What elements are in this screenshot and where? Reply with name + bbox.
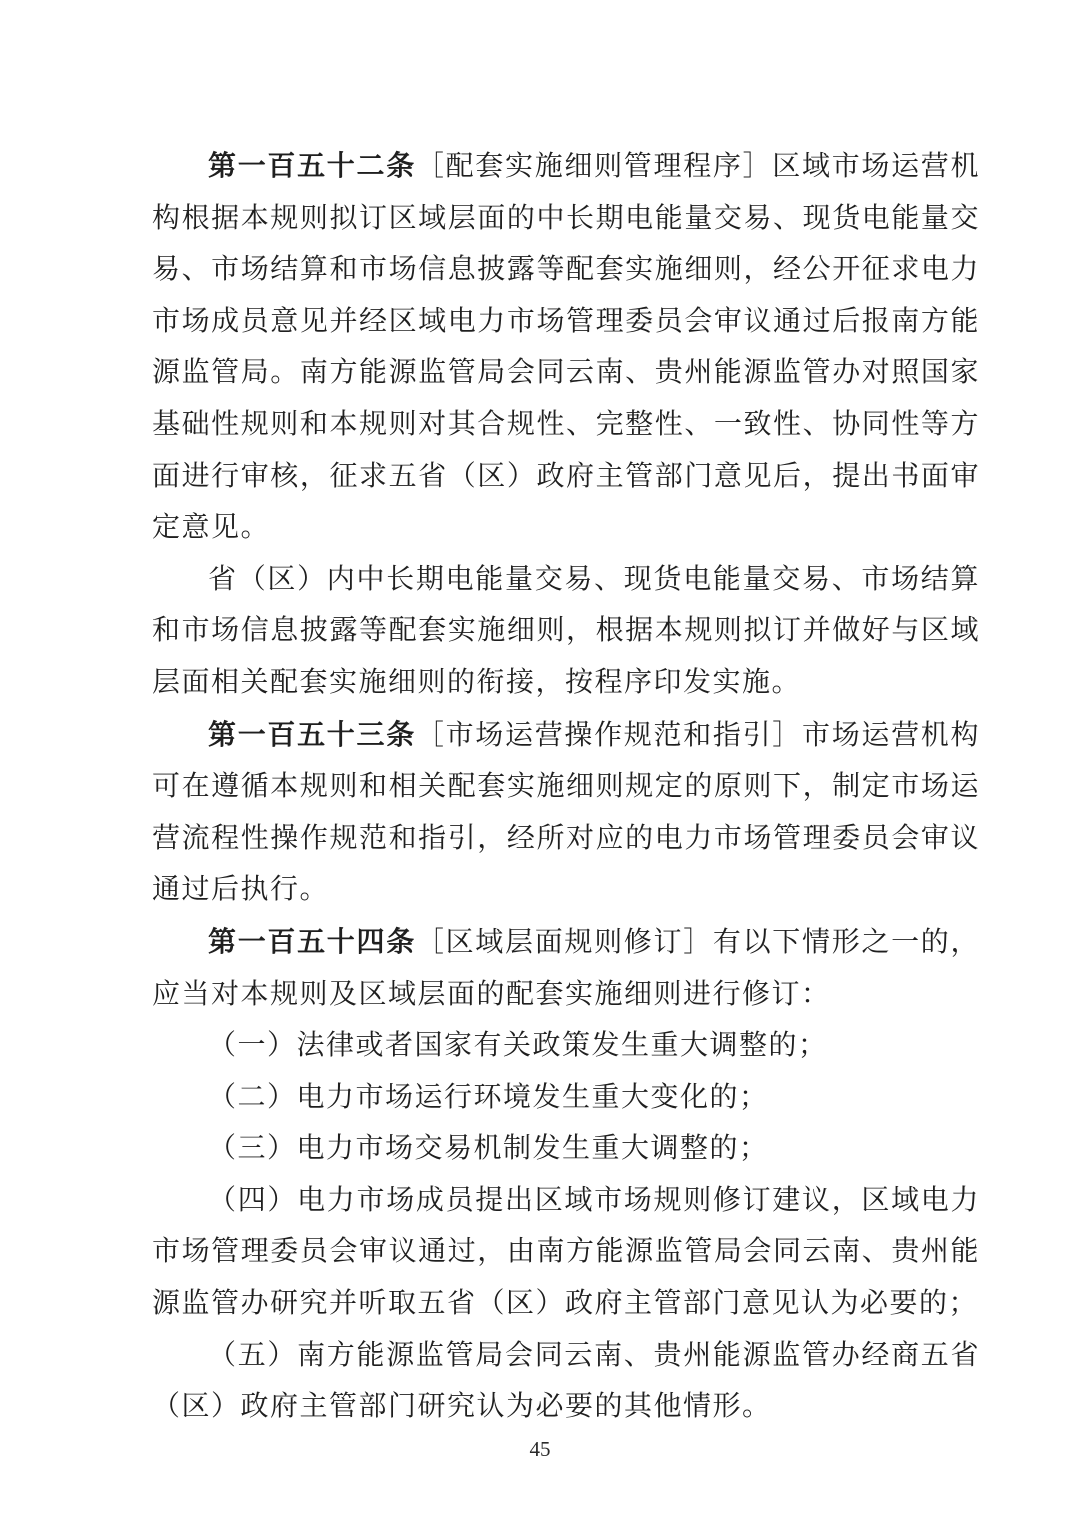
paragraph-text: （一）法律或者国家有关政策发生重大调整的； <box>208 1030 828 1062</box>
paragraph-text: ［市场运营操作规范和指引］市场运营机构可在遵循本规则和相关配套实施细则规定的原则下，制定市场运营流程性操作规范和指引，经所对应的电力市场管理委员会审议通过后执行。 <box>152 719 980 906</box>
list-item-5 <box>152 1330 980 1433</box>
paragraph-article-152 <box>152 140 980 554</box>
list-item-3 <box>152 1123 980 1175</box>
document-body <box>152 140 980 1433</box>
article-number-154: 第一百五十四条 <box>208 925 416 957</box>
paragraph-article-153 <box>152 709 980 916</box>
article-number-153: 第一百五十三条 <box>208 718 416 750</box>
list-item-4 <box>152 1175 980 1330</box>
article-number-152: 第一百五十二条 <box>208 150 416 181</box>
paragraph-text: （四）电力市场成员提出区域市场规则修订建议，区域电力市场管理委员会审议通过，由南方能源监管局会同云南、贵州能源监管办研究并听取五省（区）政府主管部门意见认为必要的； <box>152 1184 980 1320</box>
list-item-1 <box>152 1020 980 1072</box>
list-item-2 <box>152 1072 980 1124</box>
page-number: 45 <box>529 1437 551 1461</box>
paragraph-article-154 <box>152 916 980 1020</box>
paragraph-text: ［区域层面规则修订］有以下情形之一的，应当对本规则及区域层面的配套实施细则进行修订： <box>152 926 980 1010</box>
paragraph-text: （五）南方能源监管局会同云南、贵州能源监管办经商五省（区）政府主管部门研究认为必要的其他情形。 <box>152 1339 980 1423</box>
paragraph-provincial-rules <box>152 554 980 709</box>
paragraph-text: 省（区）内中长期电能量交易、现货电能量交易、市场结算和市场信息披露等配套实施细则，根据本规则拟订并做好与区域层面相关配套实施细则的衔接，按程序印发实施。 <box>152 563 980 698</box>
paragraph-text: （二）电力市场运行环境发生重大变化的； <box>208 1081 769 1113</box>
paragraph-text: ［配套实施细则管理程序］区域市场运营机构根据本规则拟订区域层面的中长期电能量交易、现货电能量交易、市场结算和市场信息披露等配套实施细则，经公开征求电力市场成员意见并经区域电力市场管理委员会审议通过后报南方能源监管局。南方能源监管局会同云南、贵州能源监管办对照国家基础性规则和本规则对其合规性、完整性、一致性、协同性等方面进行审核，征求五省（区）政府主管部门意见后，提出书面审定意见。 <box>152 151 980 544</box>
paragraph-text: （三）电力市场交易机制发生重大调整的； <box>208 1133 769 1165</box>
